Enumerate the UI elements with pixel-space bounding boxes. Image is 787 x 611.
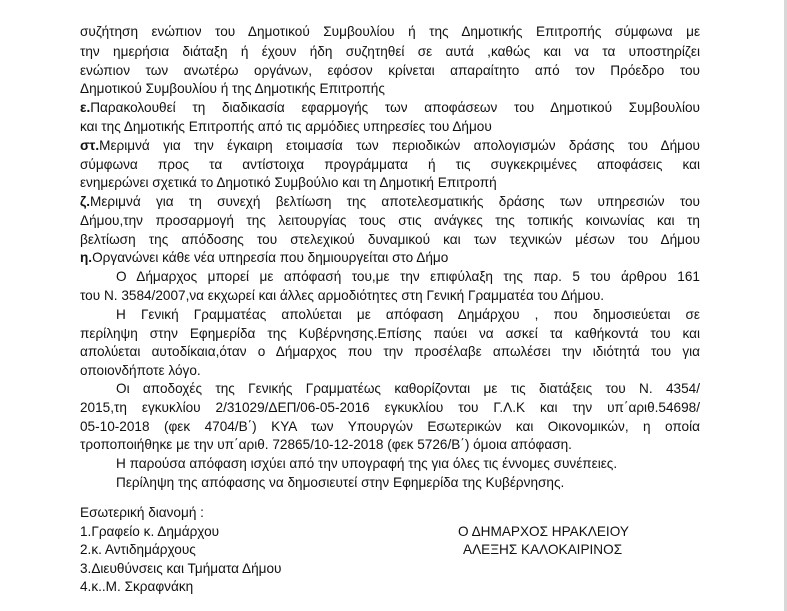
- body-line: Δημοτικού Συμβουλίου ή της Δημοτικής Επιτροπής: [80, 81, 385, 96]
- distribution-heading: Εσωτερική διανομή :: [80, 505, 204, 520]
- item-text: Οργανώνει κάθε νέα υπηρεσία που δημιουργείται στο Δήμο: [92, 250, 449, 265]
- item-line: ενημερώνει σχετικά το Δημοτικό Συμβούλιο και τη Δημοτική Επιτροπή: [80, 175, 497, 190]
- distribution-item: 4.κ..Μ. Σκραφνάκη: [80, 579, 194, 594]
- paragraph-line: 2015,τη εγκυκλίου 2/31029/ΔΕΠ/06-05-2016 εγκυκλίου του Γ.Λ.Κ και την υπ΄αριθ.54698/: [80, 400, 700, 415]
- distribution-item: 2.κ. Αντιδημάρχους: [80, 542, 196, 557]
- paragraph-line: τροποποιήθηκε με την υπ΄αριθ. 72865/10-12-2018 (φεκ 5726/Β΄) όμοια απόφαση.: [80, 437, 572, 452]
- list-item-st: [80, 137, 700, 155]
- item-line: Δήμου,την προσαρμογή της λειτουργίας τους στις ανάγκες της τοπικής κοινωνίας και τη: [80, 213, 700, 228]
- paragraph-line: Ο Δήμαρχος μπορεί με απόφασή του,με την επιφύλαξη της παρ. 5 του άρθρου 161: [116, 269, 700, 284]
- item-line: βελτίωση της απόδοσης του στελεχικού δυναμικού και των τεχνικών μέσων του Δήμου: [80, 232, 700, 247]
- paragraph-line: οποιονδήποτε λόγο.: [80, 363, 201, 378]
- list-item-z: [80, 193, 700, 211]
- item-marker: στ.: [80, 138, 100, 153]
- item-marker: η.: [80, 250, 93, 265]
- item-marker: ζ.: [80, 194, 91, 209]
- body-line: την ημερήσια διάταξη ή έχουν ήδη συζητηθεί σε αυτά ,καθώς και να τα υποστηρίζει: [80, 44, 700, 59]
- paragraph-line: του Ν. 3584/2007,να εκχωρεί και άλλες αρμοδιότητες στη Γενική Γραμματέα του Δήμου.: [80, 288, 605, 303]
- paragraph-line: Περίληψη της απόφασης να δημοσιευτεί στην Εφημερίδα της Κυβέρνησης.: [116, 475, 565, 490]
- paragraph-line: απολύεται αυτοδίκαια,όταν ο Δήμαρχος που την προσέλαβε απωλέσει την ιδιότητά του για: [80, 344, 700, 359]
- body-line: συζήτηση ενώπιον του Δημοτικού Συμβουλίου ή της Δημοτικής Επιτροπής σύμφωνα με: [80, 24, 700, 39]
- list-item-e: [80, 99, 700, 117]
- signature-name: ΑΛΕΞΗΣ ΚΑΛΟΚΑΙΡΙΝΟΣ: [463, 542, 623, 557]
- item-text: Μεριμνά για την έγκαιρη ετοιμασία των περιοδικών απολογισμών δράσης του Δήμου: [99, 138, 700, 153]
- item-marker: ε.: [80, 100, 91, 115]
- item-line: σύμφωνα προς τα αντίστοιχα προγράμματα ή τις συγκεκριμένες αποφάσεις και: [80, 157, 700, 172]
- paragraph-line: περίληψη στην Εφημερίδα της Κυβέρνησης.Επίσης παύει να ασκεί τα καθήκοντά του και: [80, 326, 700, 341]
- paragraph-line: Η παρούσα απόφαση ισχύει από την υπογραφή της για όλες τις έννομες συνέπειες.: [116, 456, 618, 471]
- distribution-item: 1.Γραφείο κ. Δημάρχου: [80, 524, 220, 539]
- paragraph-line: 05-10-2018 (φεκ 4704/Β΄) ΚΥΑ των Υπουργών Εσωτερικών και Οικονομικών, η οποία: [80, 419, 700, 434]
- signature-title: Ο ΔΗΜΑΡΧΟΣ ΗΡΑΚΛΕΙΟΥ: [458, 524, 629, 539]
- body-line: ενώπιον των ανωτέρω οργάνων, εφόσον κρίνεται απαραίτητο από τον Πρόεδρο του: [80, 63, 700, 78]
- item-text: Μεριμνά για τη συνεχή βελτίωση της αποτελεσματικής δράσης των υπηρεσιών του: [90, 194, 700, 209]
- paragraph-line: Οι αποδοχές της Γενικής Γραμματέως καθορίζονται με τις διατάξεις του Ν. 4354/: [116, 381, 700, 396]
- item-text: Παρακολουθεί τη διαδικασία εφαρμογής των αποφάσεων του Δημοτικού Συμβουλίου: [90, 100, 700, 115]
- distribution-item: 3.Διευθύνσεις και Τμήματα Δήμου: [80, 561, 282, 576]
- list-item-i: [80, 249, 700, 267]
- paragraph-line: Η Γενική Γραμματέας απολύεται με απόφαση Δημάρχου , που δημοσιεύεται σε: [116, 307, 700, 322]
- item-line: και της Δημοτικής Επιτροπής από τις αρμόδιες υπηρεσίες του Δήμου: [80, 119, 492, 134]
